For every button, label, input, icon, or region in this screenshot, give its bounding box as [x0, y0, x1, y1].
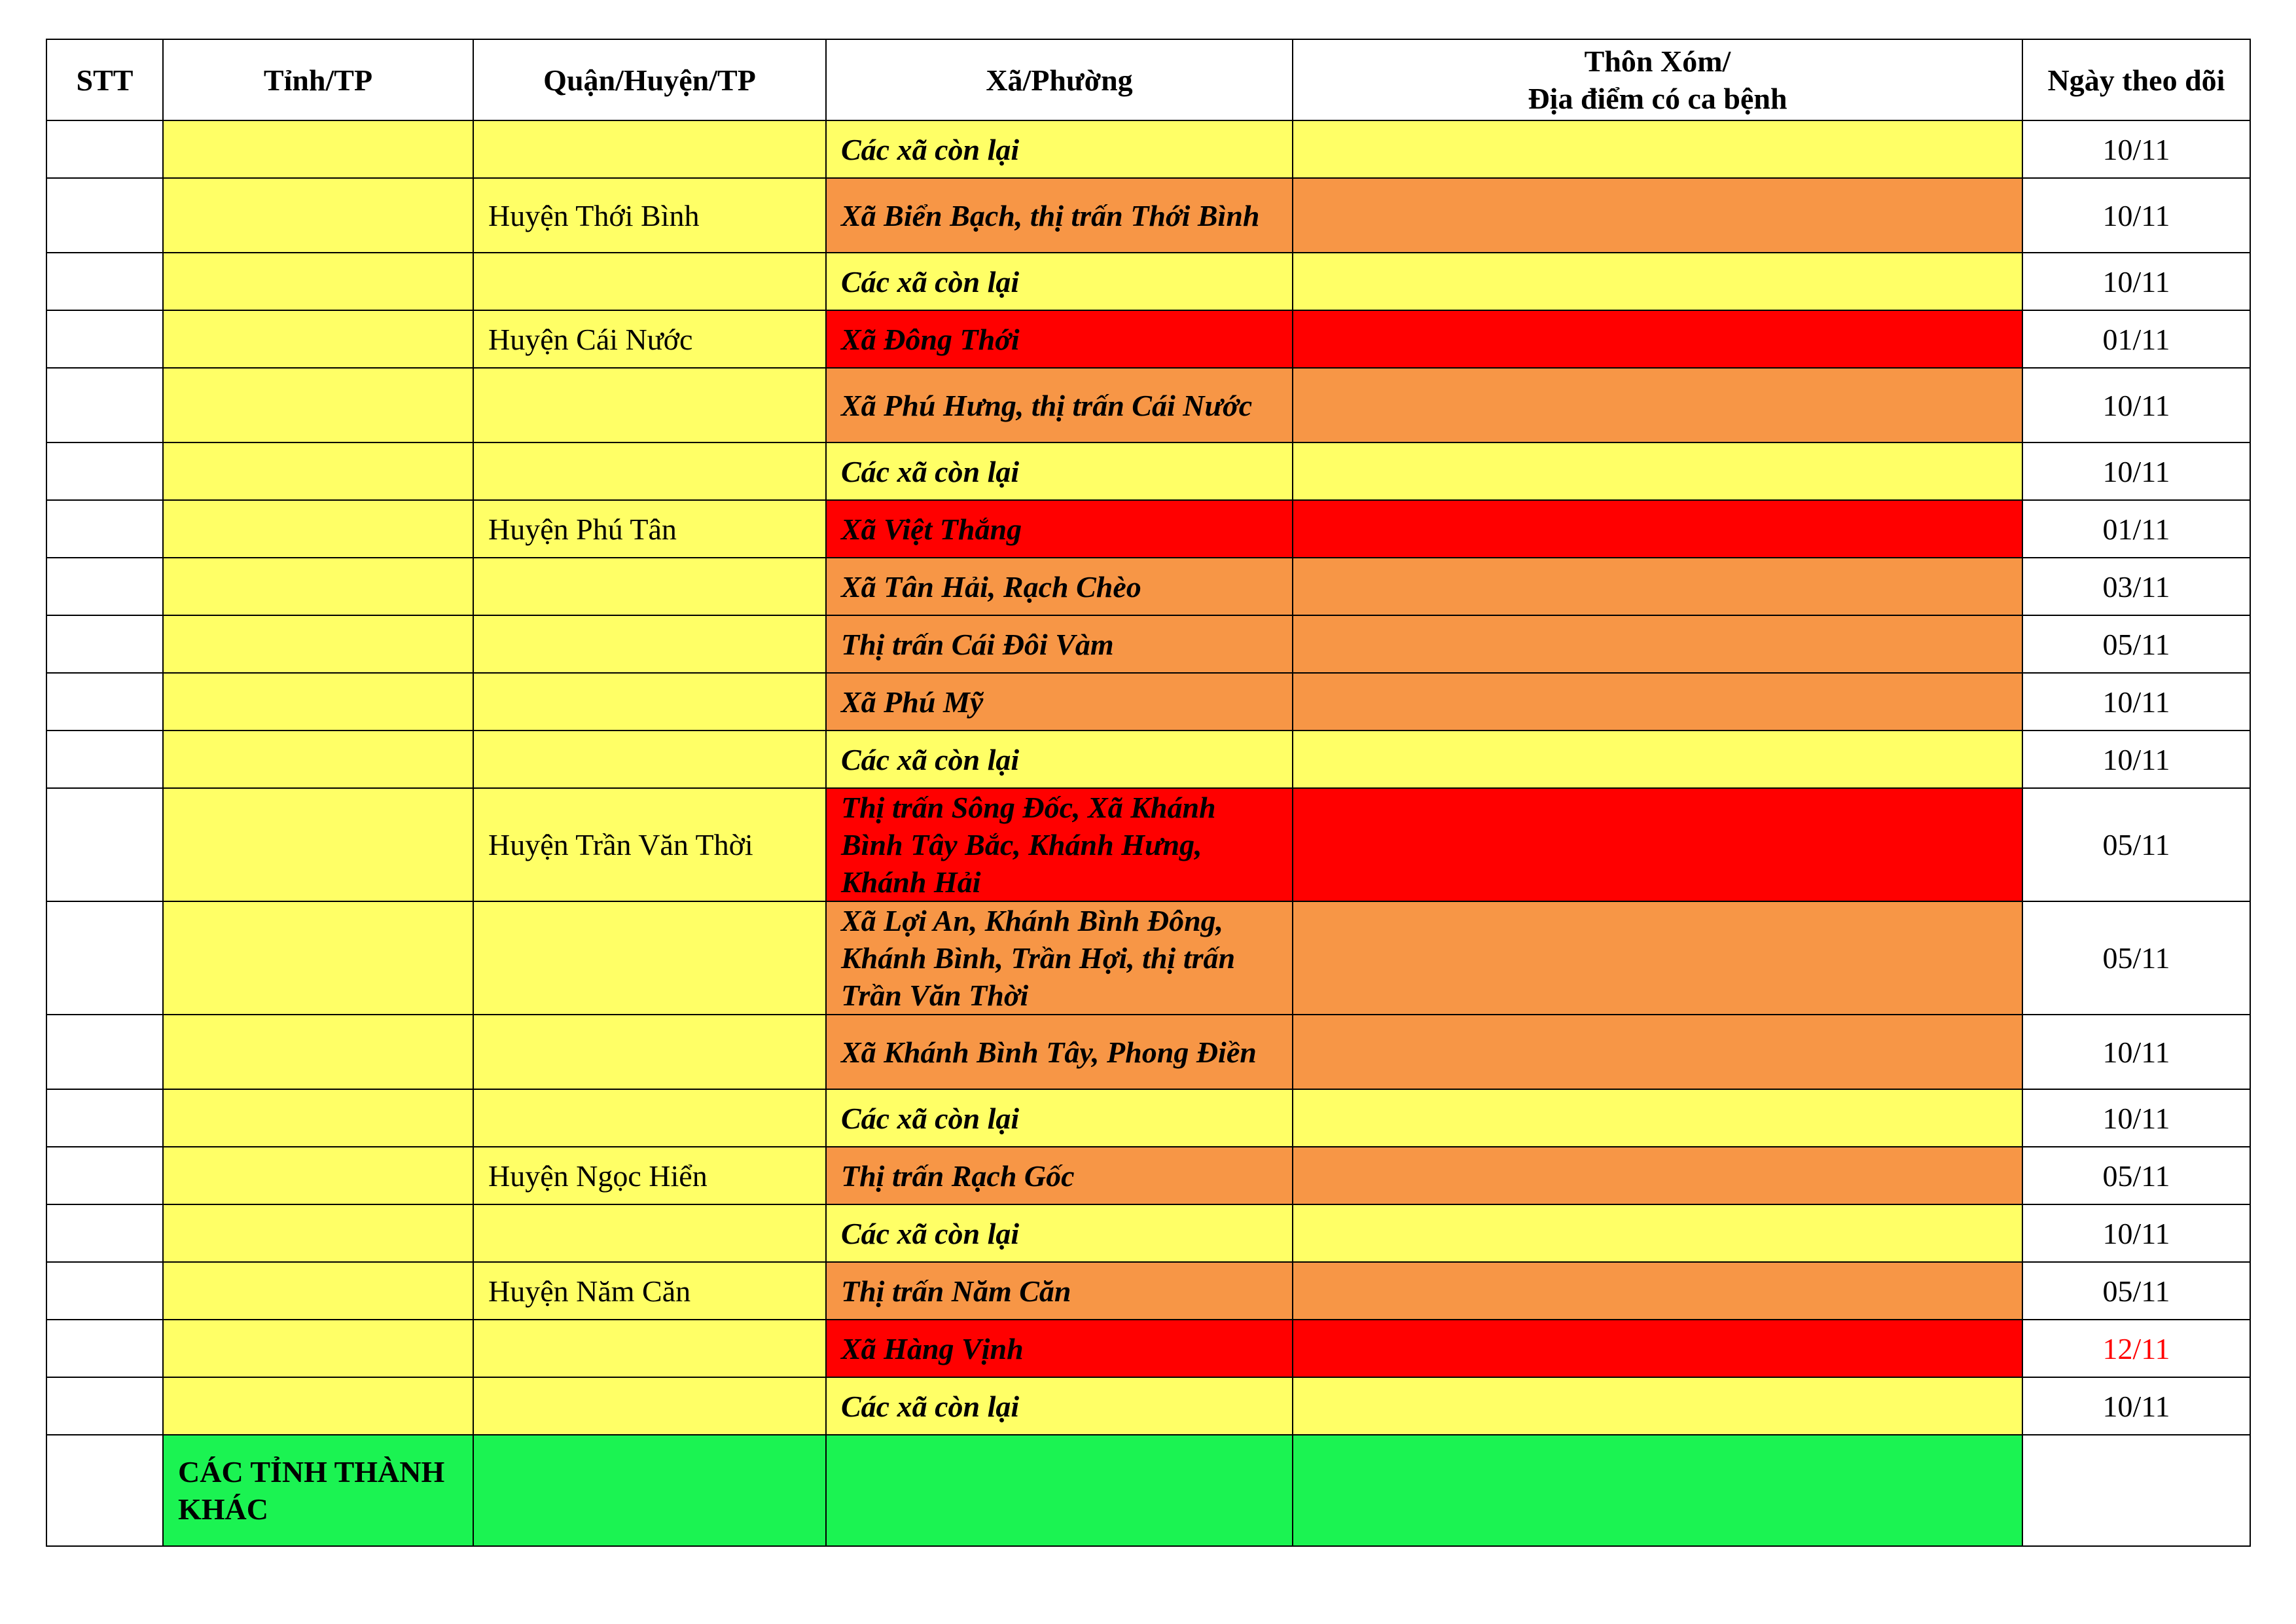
tinh-cell [163, 788, 473, 901]
xa-cell: Xã Tân Hải, Rạch Chèo [826, 558, 1293, 615]
stt-cell [46, 731, 163, 788]
table-row [46, 442, 2250, 500]
xa-cell: Thị trấn Cái Đôi Vàm [826, 615, 1293, 673]
stt-cell [46, 1377, 163, 1435]
huyen-cell [473, 442, 826, 500]
thon-cell [1293, 1377, 2022, 1435]
thon-cell [1293, 901, 2022, 1015]
xa-cell: Các xã còn lại [826, 1377, 1293, 1435]
stt-cell [46, 788, 163, 901]
huyen-cell: Huyện Ngọc Hiển [473, 1147, 826, 1204]
xa-cell: Xã Hàng Vịnh [826, 1320, 1293, 1377]
huyen-cell: Huyện Cái Nước [473, 310, 826, 368]
huyen-cell [473, 1320, 826, 1377]
tinh-cell [163, 253, 473, 310]
thon-cell [1293, 788, 2022, 901]
xa-cell: Thị trấn Rạch Gốc [826, 1147, 1293, 1204]
thon-cell [1293, 1435, 2022, 1546]
table-row [46, 788, 2250, 901]
xa-cell: Các xã còn lại [826, 442, 1293, 500]
huyen-cell [473, 901, 826, 1015]
stt-cell [46, 1320, 163, 1377]
stt-cell [46, 442, 163, 500]
table-row [46, 1204, 2250, 1262]
tinh-cell [163, 500, 473, 558]
stt-cell [46, 673, 163, 731]
tinh-cell [163, 731, 473, 788]
ngay-cell: 05/11 [2022, 788, 2250, 901]
huyen-cell: Huyện Trần Văn Thời [473, 788, 826, 901]
ngay-cell: 10/11 [2022, 1089, 2250, 1147]
ngay-cell: 10/11 [2022, 673, 2250, 731]
thon-cell [1293, 558, 2022, 615]
stt-cell [46, 1147, 163, 1204]
ngay-cell: 01/11 [2022, 310, 2250, 368]
table-row [46, 368, 2250, 442]
ngay-cell-highlight: 12/11 [2022, 1320, 2250, 1377]
header-xa: Xã/Phường [826, 39, 1293, 120]
table-row [46, 1015, 2250, 1089]
tinh-cell [163, 673, 473, 731]
ngay-cell: 10/11 [2022, 442, 2250, 500]
xa-cell: Thị trấn Sông Đốc, Xã Khánh Bình Tây Bắc, Khánh Hưng, Khánh Hải [826, 788, 1293, 901]
table-row [46, 1320, 2250, 1377]
thon-cell [1293, 1262, 2022, 1320]
ngay-cell: 01/11 [2022, 500, 2250, 558]
table-row [46, 253, 2250, 310]
stt-cell [46, 253, 163, 310]
thon-cell [1293, 1320, 2022, 1377]
xa-cell: Thị trấn Năm Căn [826, 1262, 1293, 1320]
tinh-cell [163, 310, 473, 368]
table-row [46, 1089, 2250, 1147]
ngay-cell: 05/11 [2022, 1262, 2250, 1320]
xa-cell: Các xã còn lại [826, 120, 1293, 178]
huyen-cell [473, 368, 826, 442]
tinh-cell [163, 558, 473, 615]
table-row [46, 731, 2250, 788]
thon-cell [1293, 1015, 2022, 1089]
ngay-cell: 05/11 [2022, 615, 2250, 673]
header-thon-line2: Địa điểm có ca bệnh [1528, 82, 1787, 115]
huyen-cell [473, 1377, 826, 1435]
ngay-cell [2022, 1435, 2250, 1546]
tinh-cell [163, 1377, 473, 1435]
thon-cell [1293, 615, 2022, 673]
tinh-cell [163, 368, 473, 442]
huyen-cell [473, 615, 826, 673]
xa-cell: Xã Đông Thới [826, 310, 1293, 368]
header-ngay: Ngày theo dõi [2022, 39, 2250, 120]
header-row [46, 39, 2250, 120]
thon-cell [1293, 1089, 2022, 1147]
table-row [46, 1147, 2250, 1204]
tinh-cell [163, 615, 473, 673]
thon-cell [1293, 310, 2022, 368]
thon-cell [1293, 1147, 2022, 1204]
huyen-cell: Huyện Năm Căn [473, 1262, 826, 1320]
tinh-cell [163, 178, 473, 253]
table-row [46, 673, 2250, 731]
xa-cell [826, 1435, 1293, 1546]
huyen-cell [473, 120, 826, 178]
stt-cell [46, 1204, 163, 1262]
thon-cell [1293, 500, 2022, 558]
thon-cell [1293, 1204, 2022, 1262]
tinh-cell [163, 1320, 473, 1377]
tinh-cell [163, 442, 473, 500]
xa-cell: Xã Phú Mỹ [826, 673, 1293, 731]
ngay-cell: 03/11 [2022, 558, 2250, 615]
ngay-cell: 10/11 [2022, 1015, 2250, 1089]
xa-cell: Các xã còn lại [826, 731, 1293, 788]
thon-cell [1293, 731, 2022, 788]
stt-cell [46, 1435, 163, 1546]
ngay-cell: 10/11 [2022, 178, 2250, 253]
thon-cell [1293, 120, 2022, 178]
table-row [46, 120, 2250, 178]
ngay-cell: 05/11 [2022, 1147, 2250, 1204]
ngay-cell: 10/11 [2022, 731, 2250, 788]
stt-cell [46, 368, 163, 442]
stt-cell [46, 500, 163, 558]
table-row [46, 1377, 2250, 1435]
huyen-cell [473, 1204, 826, 1262]
xa-cell: Xã Lợi An, Khánh Bình Đông, Khánh Bình, Trần Hợi, thị trấn Trần Văn Thời [826, 901, 1293, 1015]
thon-cell [1293, 442, 2022, 500]
thon-cell [1293, 673, 2022, 731]
ngay-cell: 10/11 [2022, 1204, 2250, 1262]
huyen-cell [473, 673, 826, 731]
thon-cell [1293, 253, 2022, 310]
ngay-cell: 10/11 [2022, 368, 2250, 442]
huyen-cell: Huyện Phú Tân [473, 500, 826, 558]
tinh-cell [163, 1089, 473, 1147]
header-huyen: Quận/Huyện/TP [473, 39, 826, 120]
huyen-cell: Huyện Thới Bình [473, 178, 826, 253]
header-thon [1293, 39, 2022, 120]
xa-cell: Xã Việt Thắng [826, 500, 1293, 558]
ngay-cell: 05/11 [2022, 901, 2250, 1015]
huyen-cell [473, 253, 826, 310]
table-row [46, 1262, 2250, 1320]
xa-cell: Các xã còn lại [826, 253, 1293, 310]
table-row [46, 901, 2250, 1015]
table-row [46, 310, 2250, 368]
tinh-cell [163, 901, 473, 1015]
header-tinh: Tỉnh/TP [163, 39, 473, 120]
tinh-cell [163, 120, 473, 178]
stt-cell [46, 310, 163, 368]
xa-cell: Xã Biển Bạch, thị trấn Thới Bình [826, 178, 1293, 253]
tinh-cell [163, 1015, 473, 1089]
huyen-cell [473, 558, 826, 615]
tinh-cell [163, 1262, 473, 1320]
huyen-cell [473, 1435, 826, 1546]
huyen-cell [473, 1015, 826, 1089]
table-row [46, 178, 2250, 253]
ngay-cell: 10/11 [2022, 120, 2250, 178]
stt-cell [46, 1015, 163, 1089]
header-thon-line1: Thôn Xóm/ [1584, 45, 1731, 78]
other-provinces-label: CÁC TỈNH THÀNH KHÁC [163, 1435, 473, 1546]
huyen-cell [473, 1089, 826, 1147]
stt-cell [46, 558, 163, 615]
xa-cell: Xã Khánh Bình Tây, Phong Điền [826, 1015, 1293, 1089]
tinh-cell [163, 1204, 473, 1262]
xa-cell: Các xã còn lại [826, 1204, 1293, 1262]
stt-cell [46, 178, 163, 253]
table-row [46, 558, 2250, 615]
xa-cell: Các xã còn lại [826, 1089, 1293, 1147]
table-body [46, 120, 2250, 1546]
table-row [46, 500, 2250, 558]
monitoring-table [46, 39, 2251, 1547]
stt-cell [46, 120, 163, 178]
thon-cell [1293, 368, 2022, 442]
header-stt: STT [46, 39, 163, 120]
ngay-cell: 10/11 [2022, 1377, 2250, 1435]
stt-cell [46, 1262, 163, 1320]
huyen-cell [473, 731, 826, 788]
table-row [46, 615, 2250, 673]
ngay-cell: 10/11 [2022, 253, 2250, 310]
tinh-cell [163, 1147, 473, 1204]
stt-cell [46, 1089, 163, 1147]
other-provinces-row [46, 1435, 2250, 1546]
stt-cell [46, 901, 163, 1015]
xa-cell: Xã Phú Hưng, thị trấn Cái Nước [826, 368, 1293, 442]
thon-cell [1293, 178, 2022, 253]
stt-cell [46, 615, 163, 673]
